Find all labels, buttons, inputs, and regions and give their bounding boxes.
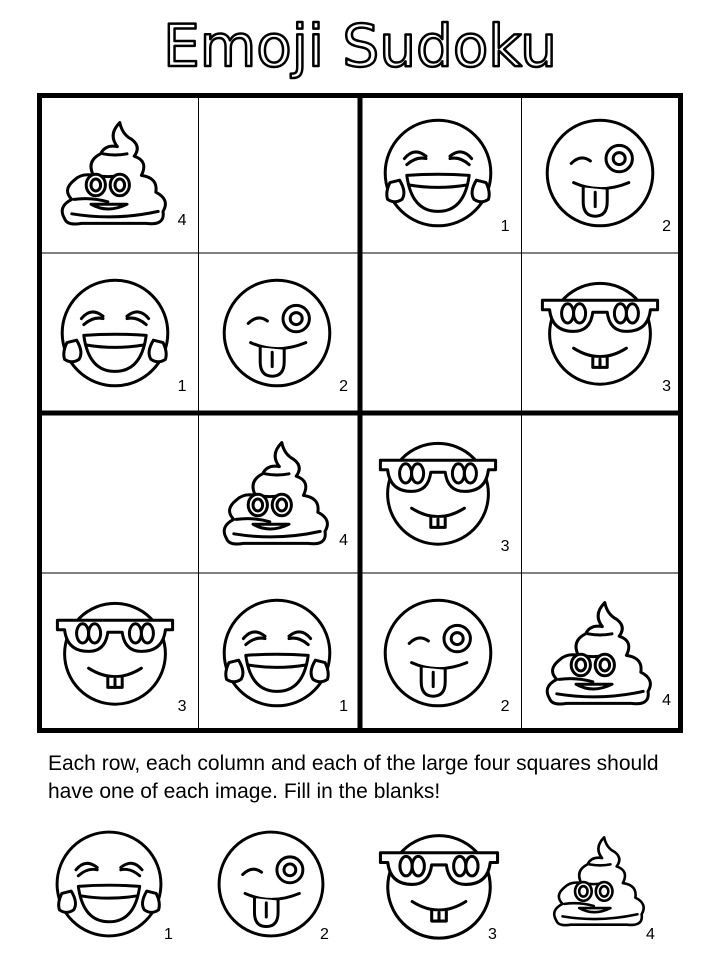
- page-title-text: Emoji Sudoku: [163, 12, 557, 80]
- emoji-number-label: 3: [500, 538, 510, 555]
- emoji-number-label: 3: [177, 698, 187, 715]
- key-item: [548, 829, 652, 933]
- emoji-number-label: 2: [500, 698, 510, 715]
- page-title: [0, 0, 720, 84]
- laughing-tears-icon: [50, 825, 168, 943]
- emoji-key: [0, 815, 720, 960]
- emoji-number-label: 1: [500, 218, 510, 235]
- emoji-number-label: 1: [177, 378, 187, 395]
- emoji-number-label: 2: [339, 378, 348, 395]
- sudoku-board: [37, 93, 683, 733]
- key-item: [378, 821, 500, 943]
- key-number-label: 4: [646, 926, 655, 943]
- emoji-number-label: 4: [177, 212, 187, 229]
- emoji-number-label: 3: [662, 378, 671, 395]
- key-item: [212, 825, 330, 943]
- key-number-label: 2: [320, 926, 329, 943]
- emoji-number-label: 1: [339, 698, 348, 715]
- sunglasses-icon: [378, 821, 500, 943]
- emoji-number-label: 2: [662, 218, 671, 235]
- poop-icon: [548, 829, 652, 933]
- grid-lines: [37, 93, 683, 733]
- emoji-number-label: 4: [339, 532, 348, 549]
- instructions-text: Each row, each column and each of the large four squares should have one of each image. Fill in the blanks!: [48, 752, 659, 803]
- key-number-label: 1: [164, 926, 173, 943]
- emoji-number-label: 4: [662, 692, 671, 709]
- key-item: [50, 825, 168, 943]
- key-number-label: 3: [488, 926, 497, 943]
- winking-tongue-icon: [212, 825, 330, 943]
